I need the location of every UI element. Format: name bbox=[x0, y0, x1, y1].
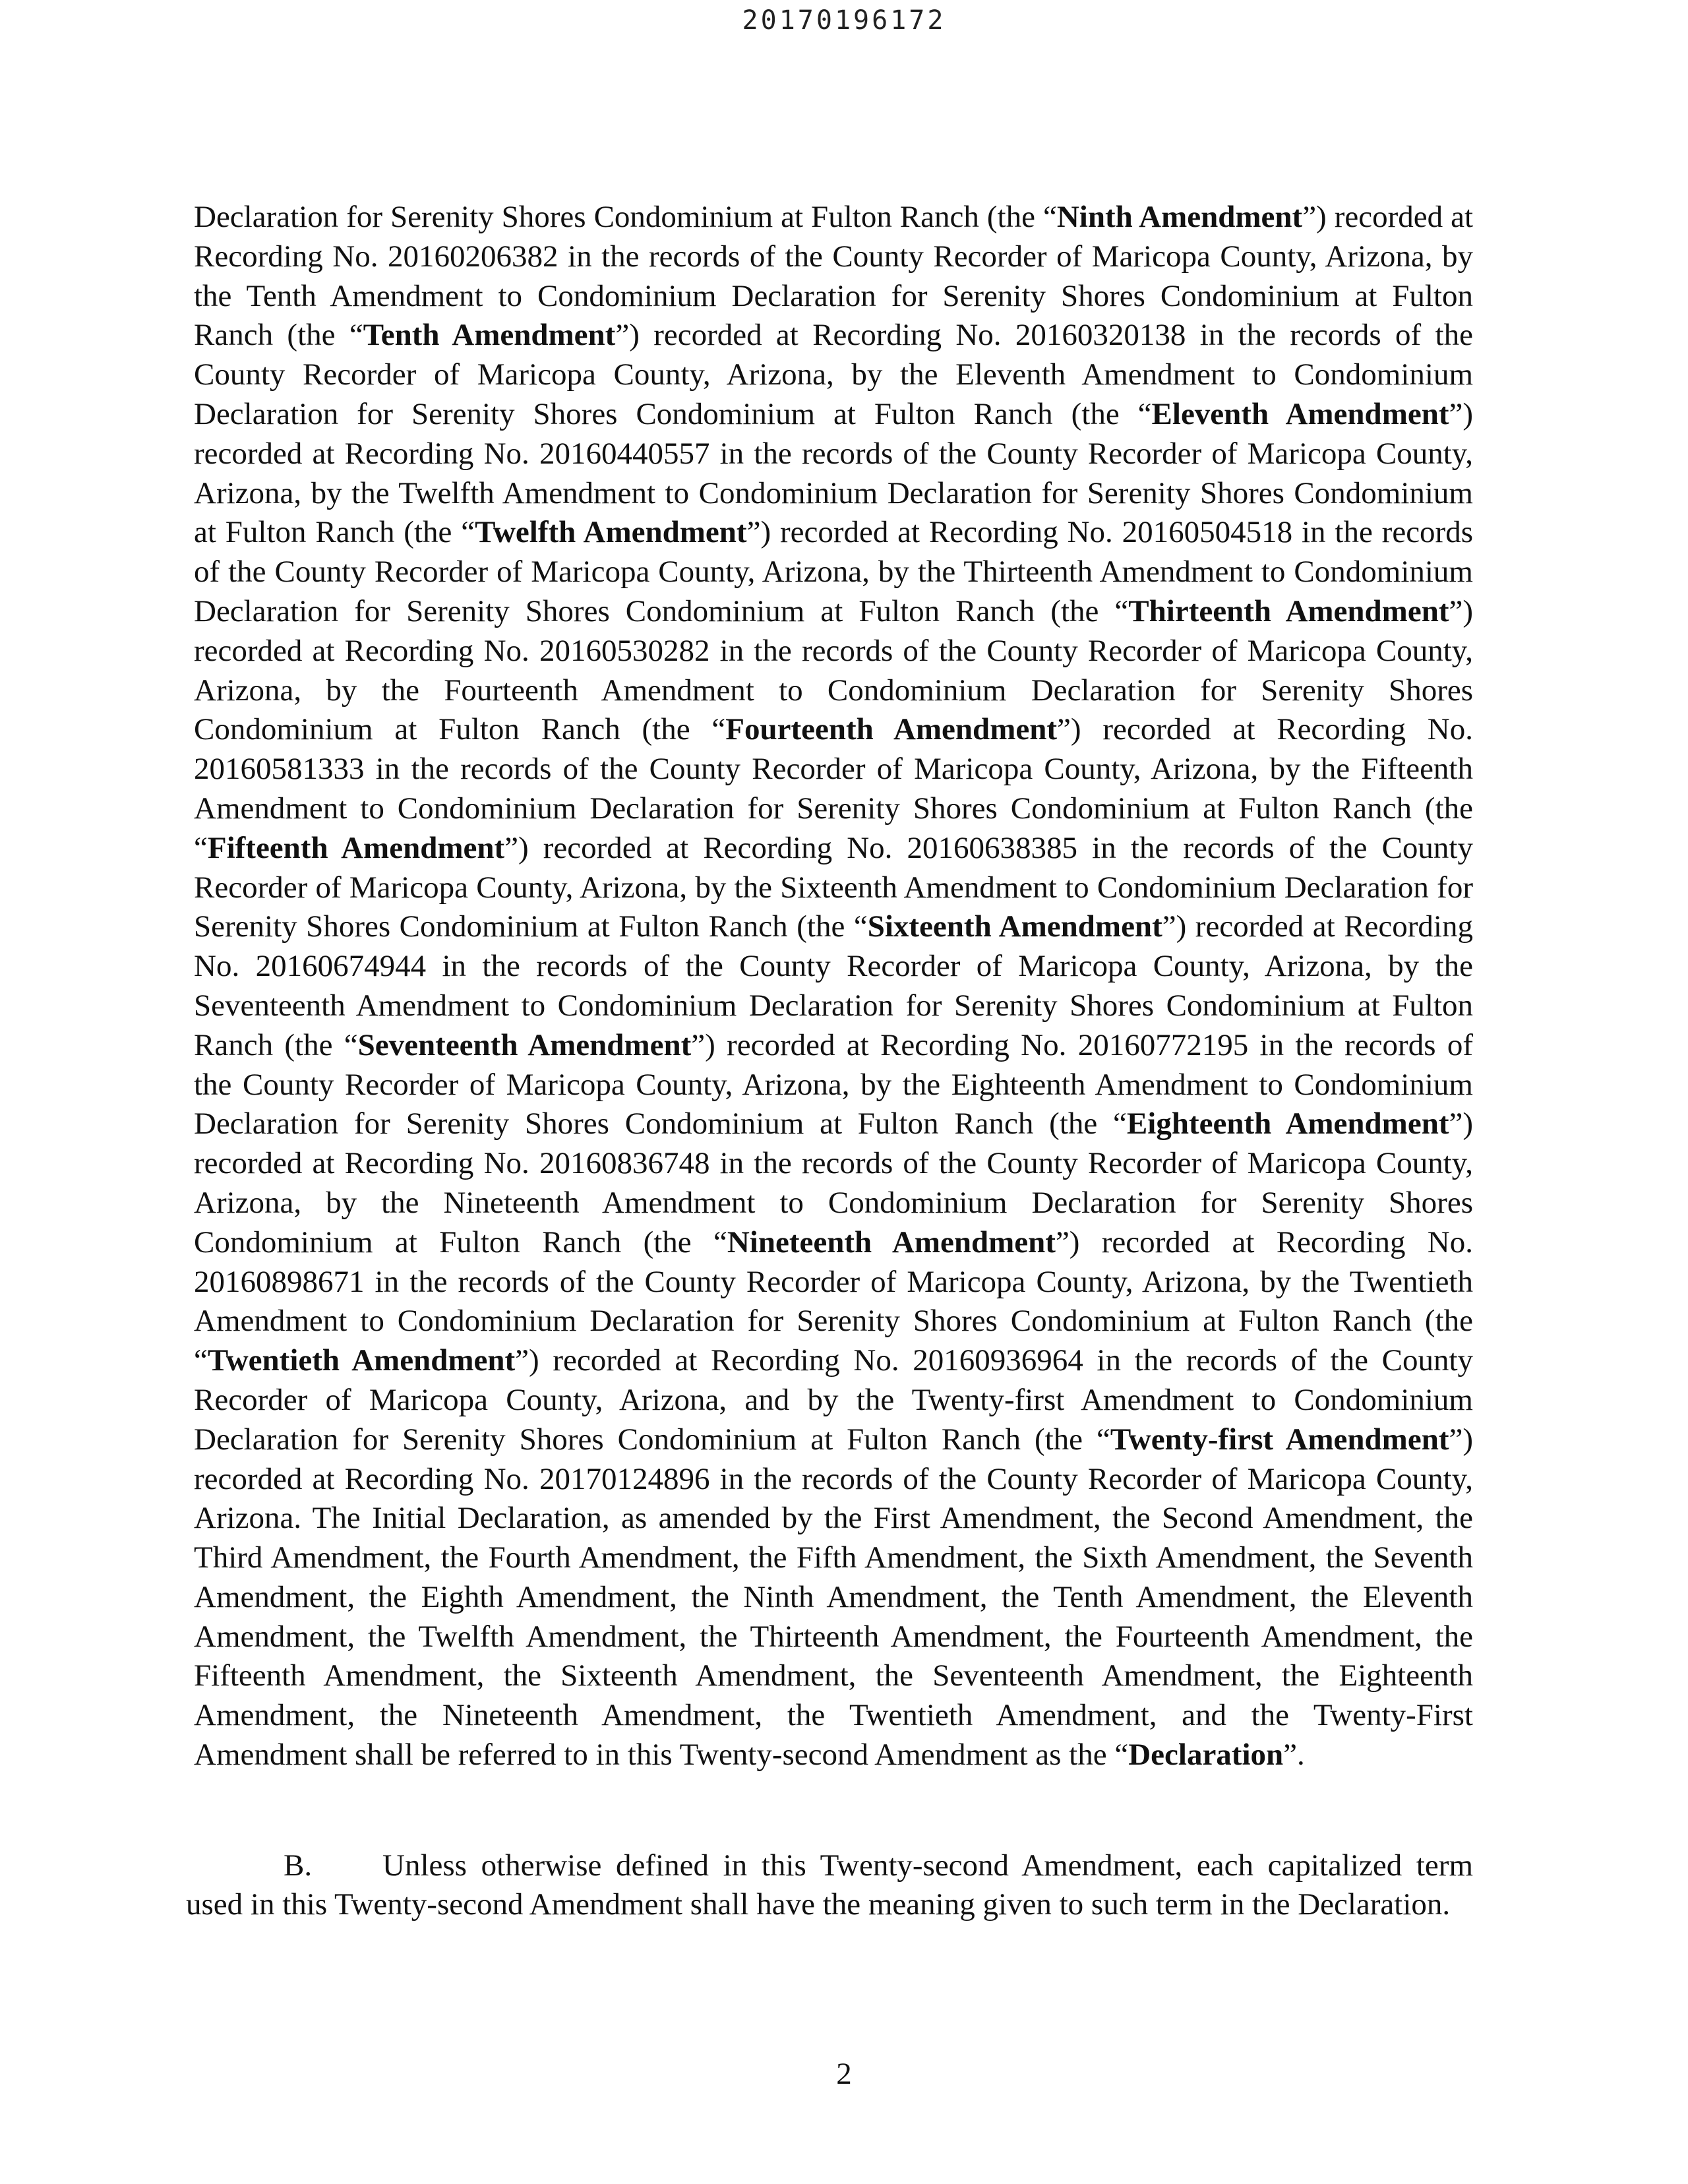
text-run: ”) recorded at Recording No. 20160504518 in the records of the County Recorder of Maricopa County, Arizona, by the Thirteenth Amendment to Condominium Declaration for Serenity Shores Condominium at Fulton Ranch (the “ bbox=[194, 515, 1473, 628]
text-run: ”) recorded at Recording No. 20160638385 in the records of the County Recorder of Maricopa County, Arizona, by the Sixteenth Amendment to Condominium Declaration for Serenity Shores Condominium at Fulton Ranch (the “ bbox=[194, 830, 1473, 944]
paragraph-label: B. bbox=[284, 1848, 313, 1883]
text-run: ”) recorded at Recording No. 20160206382 in the records of the County Recorder of Maricopa County, Arizona, by the Tenth Amendment to Condominium Declaration for Serenity Shores Condominium at Fulton Ranch (the “ bbox=[194, 200, 1473, 353]
defined-term: Declaration bbox=[1128, 1738, 1284, 1773]
text-run: ”) recorded at Recording No. 20160772195 in the records of the County Recorder of Maricopa County, Arizona, by the Eighteenth Amendment to Condominium Declaration for Serenity Shores Condominium at Fulton Ranch (the “ bbox=[194, 1027, 1473, 1141]
text-run: ”) recorded at Recording No. 20160320138 in the records of the County Recorder of Maricopa County, Arizona, by the Eleventh Amendment to Condominium Declaration for Serenity Shores Condominium at Fulton Ranch (the “ bbox=[194, 318, 1473, 431]
text-run: ”) recorded at Recording No. 20160440557 in the records of the County Recorder of Maricopa County, Arizona, by the Twelfth Amendment to Condominium Declaration for Serenity Shores Condominium at Fulton Ranch (the “ bbox=[194, 396, 1474, 550]
defined-term: Seventeenth Amendment bbox=[357, 1027, 692, 1062]
text-run: ”) recorded at Recording No. 20160836748 in the records of the County Recorder of Maricopa County, Arizona, by the Nineteenth Amendment to Condominium Declaration for Serenity Shores Condominium at Fulton Ranch (the “ bbox=[194, 1107, 1473, 1259]
text-run: ”) recorded at Recording No. 20160581333 in the records of the County Recorder of Maricopa County, Arizona, by the Fifteenth Amendment to Condominium Declaration for Serenity Shores Condominium at Fulton Ranch (the “ bbox=[194, 712, 1473, 865]
text-run: ”) recorded at Recording No. 20160898671 in the records of the County Recorder of Maricopa County, Arizona, by the Twentieth Amendment to Condominium Declaration for Serenity Shores Condominium at Fulton Ranch (the “ bbox=[194, 1225, 1474, 1378]
defined-term: Twenty-first Amendment bbox=[1110, 1422, 1449, 1457]
defined-term: Sixteenth Amendment bbox=[867, 909, 1162, 944]
page-number: 2 bbox=[836, 2057, 852, 2091]
text-run: ”) recorded at Recording No. 20170124896 in the records of the County Recorder of Maricopa County, Arizona. The Initial Declaration, as amended by the First Amendment, the Second Amendment, the Third Amendment, the Fourth Amendment, the Fifth Amendment, the Sixth Amendment, the Seventh Amendment, the Eighth Amendment, the Ninth Amendment, the Tenth Amendment, the Eleventh Amendment, the Twelfth Amendment, the Thirteenth Amendment, the Fourteenth Amendment, the Fifteenth Amendment, the Sixteenth Amendment, the Seventeenth Amendment, the Eighteenth Amendment, the Nineteenth Amendment, the Twentieth Amendment, and the Twenty-First Amendment shall be referred to in this Twenty-second Amendment as the “ bbox=[194, 1422, 1474, 1773]
declaration-paragraph bbox=[194, 198, 1473, 1775]
paragraph-b-body: Unless otherwise defined in this Twenty-second Amendment, each capitalized term used in this Twenty-second Amendment shall have the meaning given to such term in the Declaration. bbox=[186, 1848, 1473, 1922]
paragraph-b-text bbox=[186, 1846, 1473, 1924]
defined-term: Eleventh Amendment bbox=[1151, 396, 1449, 431]
defined-term: Thirteenth Amendment bbox=[1128, 593, 1449, 628]
defined-term: Fourteenth Amendment bbox=[725, 712, 1058, 747]
defined-term: Tenth Amendment bbox=[363, 318, 616, 353]
defined-term: Eighteenth Amendment bbox=[1126, 1107, 1449, 1141]
text-run: ”. bbox=[1283, 1738, 1305, 1773]
text-run: ”) recorded at Recording No. 20160674944 in the records of the County Recorder of Maricopa County, Arizona, by the Seventeenth Amendment to Condominium Declaration for Serenity Shores Condominium at Fulton Ranch (the “ bbox=[194, 909, 1473, 1062]
text-run: Declaration for Serenity Shores Condominium at Fulton Ranch (the “ bbox=[194, 200, 1057, 234]
defined-term: Twentieth Amendment bbox=[207, 1343, 516, 1378]
paragraph-b bbox=[186, 1846, 1473, 1924]
defined-term: Twelfth Amendment bbox=[475, 515, 747, 550]
text-run: ”) recorded at Recording No. 20160530282 in the records of the County Recorder of Maricopa County, Arizona, by the Fourteenth Amendment to Condominium Declaration for Serenity Shores Condominium at Fulton Ranch (the “ bbox=[194, 593, 1473, 747]
defined-term: Fifteenth Amendment bbox=[207, 830, 505, 865]
defined-term: Ninth Amendment bbox=[1056, 200, 1303, 234]
paragraph-continuation bbox=[194, 198, 1473, 1775]
document-number: 20170196172 bbox=[742, 5, 946, 36]
text-run: ”) recorded at Recording No. 20160936964 in the records of the County Recorder of Maricopa County, Arizona, and by the Twenty-first Amendment to Condominium Declaration for Serenity Shores Condominium at Fulton Ranch (the “ bbox=[194, 1343, 1474, 1457]
defined-term: Nineteenth Amendment bbox=[727, 1225, 1056, 1259]
